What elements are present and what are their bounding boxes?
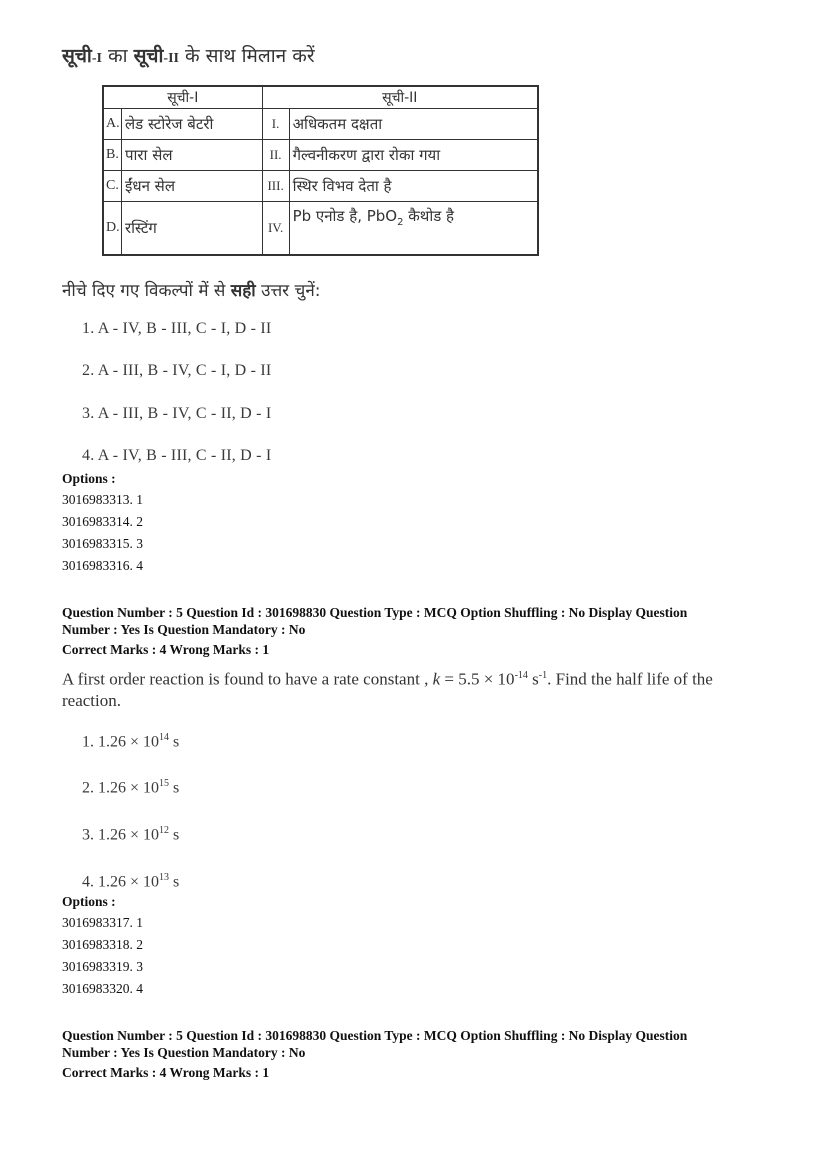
question-meta: Question Number : 5 Question Id : 301698830 Question Type : MCQ Option Shuffling : No Display Question Number : Yes Is Question Mandatory : No <box>62 1028 688 1060</box>
table-row <box>103 202 538 255</box>
row-key: B. <box>103 140 122 171</box>
table-header-row <box>103 86 538 109</box>
options-label: Options : <box>62 471 116 486</box>
row-key: C. <box>103 171 122 202</box>
question-marks: Correct Marks : 4 Wrong Marks : 1 <box>62 642 270 657</box>
row-key: D. <box>103 202 122 255</box>
choice-3: 3. A - III, B - IV, C - II, D - I <box>82 405 272 422</box>
row-left: ईंधन सेल <box>122 171 263 202</box>
row-rkey: I. <box>262 109 289 140</box>
option-id: 3016983316. 4 <box>62 558 143 573</box>
row-left: लेड स्टोरेज बेटरी <box>122 109 263 140</box>
question-meta: Question Number : 5 Question Id : 301698830 Question Type : MCQ Option Shuffling : No Display Question Number : Yes Is Question Mandatory : No <box>62 605 688 637</box>
match-table <box>102 85 539 256</box>
row-right: स्थिर विभव देता है <box>289 171 538 202</box>
options-label: Options : <box>62 894 116 909</box>
question-text: A first order reaction is found to have a rate constant , $k = 5.5 \times 10^{-14}$ $s^{-1}$. Find the half life of the reaction. <box>62 669 713 710</box>
choice-1: 1. $1.26 \times 10^{14}$ s <box>82 732 180 751</box>
option-id: 3016983313. 1 <box>62 492 143 507</box>
choice-4: 4. $1.26 \times 10^{13}$ s <box>82 872 180 891</box>
row-left: पारा सेल <box>122 140 263 171</box>
option-id: 3016983320. 4 <box>62 981 143 996</box>
option-id: 3016983318. 2 <box>62 937 143 952</box>
list-1-header: सूची-I <box>103 86 262 109</box>
row-key: A. <box>103 109 122 140</box>
list-2-header: सूची-II <box>262 86 538 109</box>
question-marks: Correct Marks : 4 Wrong Marks : 1 <box>62 1065 270 1080</box>
choose-prompt: नीचे दिए गए विकल्पों में से सही उत्तर चुनें: <box>62 281 321 301</box>
row-right: अधिकतम दक्षता <box>289 109 538 140</box>
option-id: 3016983319. 3 <box>62 959 143 974</box>
row-left: रस्टिंग <box>122 202 263 255</box>
option-id: 3016983317. 1 <box>62 915 143 930</box>
table-row <box>103 171 538 202</box>
row-right: Pb एनोड है, PbO$_2$ कैथोड है <box>289 202 538 255</box>
option-id: 3016983314. 2 <box>62 514 143 529</box>
row-rkey: IV. <box>262 202 289 255</box>
choice-2: 2. A - III, B - IV, C - I, D - II <box>82 362 272 379</box>
choice-2: 2. $1.26 \times 10^{15}$ s <box>82 778 180 797</box>
row-rkey: III. <box>262 171 289 202</box>
row-right: गैल्वनीकरण द्वारा रोका गया <box>289 140 538 171</box>
match-heading: सूची-I का सूची-II के साथ मिलान करें <box>62 45 315 67</box>
row-rkey: II. <box>262 140 289 171</box>
table-row <box>103 109 538 140</box>
option-id: 3016983315. 3 <box>62 536 143 551</box>
table-row <box>103 140 538 171</box>
choice-4: 4. A - IV, B - III, C - II, D - I <box>82 447 272 464</box>
choice-3: 3. $1.26 \times 10^{12}$ s <box>82 825 180 844</box>
choice-1: 1. A - IV, B - III, C - I, D - II <box>82 320 272 337</box>
